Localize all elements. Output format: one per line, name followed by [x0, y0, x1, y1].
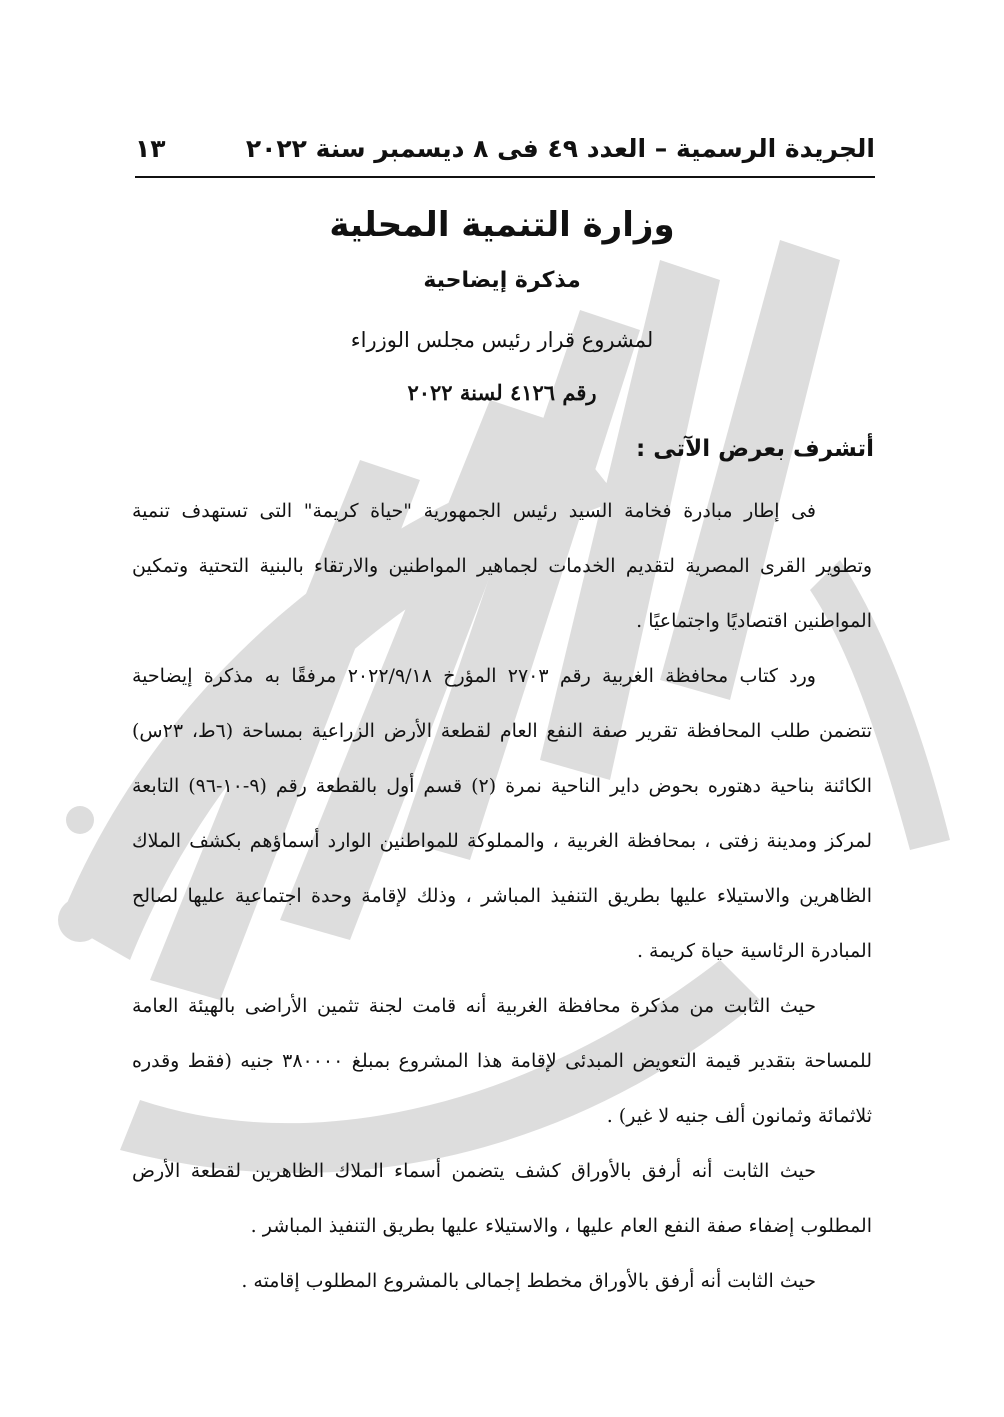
- header-divider: [135, 176, 875, 178]
- gazette-issue-line: الجريدة الرسمية – العدد ٤٩ فى ٨ ديسمبر سنة ٢٠٢٢: [245, 133, 875, 163]
- memo-title: مذكرة إيضاحية: [423, 268, 581, 293]
- page-number: ١٣: [135, 133, 166, 163]
- paragraph: فى إطار مبادرة فخامة السيد رئيس الجمهورية "حياة كريمة" التى تستهدف تنمية وتطوير القرى المصرية لتقديم الخدمات لجماهير المواطنين والارتقاء بالبنية التحتية وتمكين المواطنين اقتصاديًا واجتماعيًا .: [132, 500, 872, 632]
- ministry-title: وزارة التنمية المحلية: [329, 205, 675, 245]
- gazette-header: [135, 128, 875, 168]
- salutation: أتشرف بعرض الآتى :: [636, 436, 874, 462]
- paragraph: حيث الثابت أنه أرفق بالأوراق كشف يتضمن أسماء الملاك الظاهرين لقطعة الأرض المطلوب إضفاء صفة النفع العام عليها ، والاستيلاء عليها بطريق التنفيذ المباشر .: [132, 1160, 872, 1237]
- paragraph: حيث الثابت من مذكرة محافظة الغربية أنه قامت لجنة تثمين الأراضى بالهيئة العامة للمساحة بتقدير قيمة التعويض المبدئى لإقامة هذا المشروع بمبلغ ٣٨٠٠٠٠ جنيه (فقط وقدره ثلاثمائة وثمانون ألف جنيه لا غير) .: [132, 995, 872, 1127]
- paragraph: ورد كتاب محافظة الغربية رقم ٢٧٠٣ المؤرخ ٢٠٢٢/٩/١٨ مرفقًا به مذكرة إيضاحية تتضمن طلب المحافظة تقرير صفة النفع العام لقطعة الأرض الزراعية بمساحة (٦ط، ٢٣س) الكائنة بناحية دهتوره بحوض داير الناحية نمرة (٢) قسم أول بالقطعة رقم (٩-١٠-٩٦) التابعة لمركز ومدينة زفتى ، بمحافظة الغربية ، والمملوكة للمواطنين الوارد أسماؤهم بكشف الملاك الظاهرين والاستيلاء عليها بطريق التنفيذ المباشر ، وذلك لإقامة وحدة اجتماعية عليها لصالح المبادرة الرئاسية حياة كريمة .: [132, 665, 873, 962]
- paragraph: حيث الثابت أنه أرفق بالأوراق مخطط إجمالى بالمشروع المطلوب إقامته .: [241, 1270, 816, 1292]
- decree-number: رقم ٤١٢٦ لسنة ٢٠٢٢: [407, 380, 597, 405]
- memo-body: [132, 484, 872, 1309]
- memo-subject: لمشروع قرار رئيس مجلس الوزراء: [350, 328, 654, 352]
